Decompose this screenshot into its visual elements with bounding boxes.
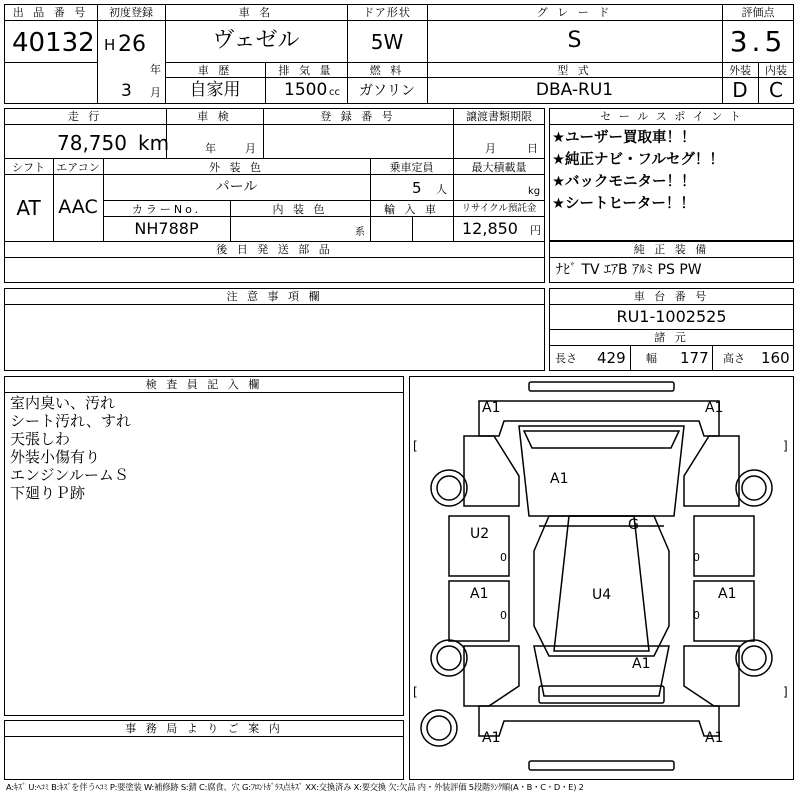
inspector-note: 下廻りＰ跡 [10,484,86,502]
interior-grade: C [769,78,783,102]
load-label: 最大積載量 [471,161,527,174]
shift: AT [16,196,41,220]
interior-label: 内装 [765,64,787,77]
car-name: ヴェゼル [212,28,300,53]
zero-marker: 0 [693,551,700,564]
equipment-value: ﾅﾋﾞ TV ｴｱB ｱﾙﾐ PS PW [556,262,702,278]
chassis-label: 車 台 番 号 [633,290,710,303]
inspection-label: 車 検 [197,110,232,123]
recycle-fee: 12,850 [462,219,518,238]
history-label: 車 歴 [197,64,233,77]
insp-year-unit: 年 [205,142,216,155]
zero-marker: 0 [693,609,700,622]
int-color-label: 内 装 色 [272,203,328,216]
exterior-grade: D [732,78,748,102]
damage-right-front-door: A1 [718,586,737,602]
import-label: 輸 入 車 [384,203,439,216]
ext-color-label: 外 装 色 [209,161,264,174]
inspector-note: 天張しわ [10,430,71,448]
exterior-label: 外装 [729,64,751,77]
damage-hood: A1 [550,471,569,487]
displacement-unit: cc [329,87,340,98]
damage-rear-left: A1 [482,730,501,746]
load-unit: kg [528,186,541,197]
sales-point: ★純正ナビ・フルセグ！！ [552,152,724,168]
inspector-note: 外装小傷有り [10,448,101,466]
length: 429 [597,349,626,367]
zero-marker: 0 [500,551,507,564]
recycle-unit: 円 [530,224,541,237]
later-parts-label: 後 日 発 送 部 品 [216,243,333,256]
plate-label: 登 録 番 号 [320,110,396,123]
reg-year: 26 [118,32,146,57]
recycle-label: リサイクル預託金 [461,203,537,214]
notes-label: 注 意 事 項 欄 [226,290,323,303]
car-name-label: 車 名 [238,6,274,19]
month-unit: 月 [150,86,161,99]
shift-label: シフト [12,161,45,174]
damage-roof: G [628,517,639,533]
inspector-note: 室内臭い、汚れ [10,394,116,412]
bracket-left: [ [413,685,418,699]
fuel: ガソリン [359,83,415,99]
doors: 5W [370,30,404,54]
equipment-label: 純 正 装 備 [633,243,710,256]
insp-month-unit: 月 [245,142,256,155]
capacity-unit: 人 [436,183,447,196]
bracket-right: ] [783,685,788,699]
inspector-note: シート汚れ、すれ [10,412,131,430]
sales-label: セ ー ル ス ポ イ ン ト [600,110,743,123]
fuel-label: 燃 料 [369,64,405,77]
legend: A:ｷｽﾞ U:ﾍｺﾐ B:ｷｽﾞを伴うﾍｺﾐ P:要塗装 W:補修跡 S:錆 C:腐食、穴 G:ﾌﾛﾝﾄｶﾞﾗｽ点ｷｽﾞ XX:交換済み X:要交換 欠:欠品 内・外装評価 5段階ﾗﾝｸ順(A・B・C・D・E) 2 [6,782,584,792]
model-label: 型 式 [557,64,592,77]
width: 177 [680,349,709,367]
ac: AAC [58,196,98,218]
damage-left-front-door: U2 [470,526,490,542]
lot-label: 出 品 番 号 [12,6,89,19]
bracket-left: [ [413,439,418,453]
length-label: 長さ [555,352,577,365]
sales-point: ★シートヒーター！！ [552,196,695,212]
reg-month: 3 [121,81,132,101]
transfer-month-unit: 月 [485,142,496,155]
transfer-label: 譲渡書類期限 [466,110,532,123]
model: DBA-RU1 [535,80,614,100]
ac-label: エアコン [56,161,100,174]
mileage-unit: km [138,131,170,155]
mileage: 78,750 [57,131,127,155]
sales-point: ★ユーザー買取車！！ [552,130,696,146]
transfer-day-unit: 日 [527,142,538,155]
inspector-label: 検 査 員 記 入 欄 [145,378,263,391]
chassis-number: RU1-1002525 [616,307,727,326]
lot-number: 40132 [12,28,95,58]
grade: S [567,28,582,53]
capacity-label: 乗車定員 [389,161,434,174]
damage-trunk: A1 [632,656,651,672]
zero-marker: 0 [500,609,507,622]
doors-label: ドア形状 [363,6,411,19]
damage-left-rear-door: A1 [470,586,489,602]
color-no-label: カラーNo. [131,203,202,216]
damage-cabin: U4 [592,587,612,603]
displacement: 1500 [284,80,328,100]
score: 3.5 [729,25,787,58]
mileage-label: 走 行 [67,110,103,123]
displacement-label: 排 気 量 [278,64,334,77]
capacity: 5 [412,179,422,197]
first-reg-label: 初度登録 [109,6,153,19]
grade-label: グ レ ー ド [536,6,613,19]
dims-label: 諸 元 [654,331,689,344]
color-no: NH788P [134,219,199,238]
sales-point: ★バックモニター！！ [552,174,696,190]
score-label: 評価点 [741,6,775,19]
office-label: 事 務 局 よ り ご 案 内 [125,722,283,735]
height-label: 高さ [723,352,745,365]
history: 自家用 [189,80,241,100]
year-unit: 年 [150,63,161,76]
damage-front-right: A1 [705,400,724,416]
inspector-note: エンジンルームＳ [10,466,129,484]
damage-front-left: A1 [482,400,501,416]
int-color-unit: 系 [355,227,365,238]
width-label: 幅 [646,352,657,365]
era: H [104,36,116,54]
height: 160 [761,349,790,367]
car-damage-diagram [409,376,794,780]
damage-rear-right: A1 [705,730,724,746]
bracket-right: ] [783,439,788,453]
ext-color: パール [215,179,258,195]
